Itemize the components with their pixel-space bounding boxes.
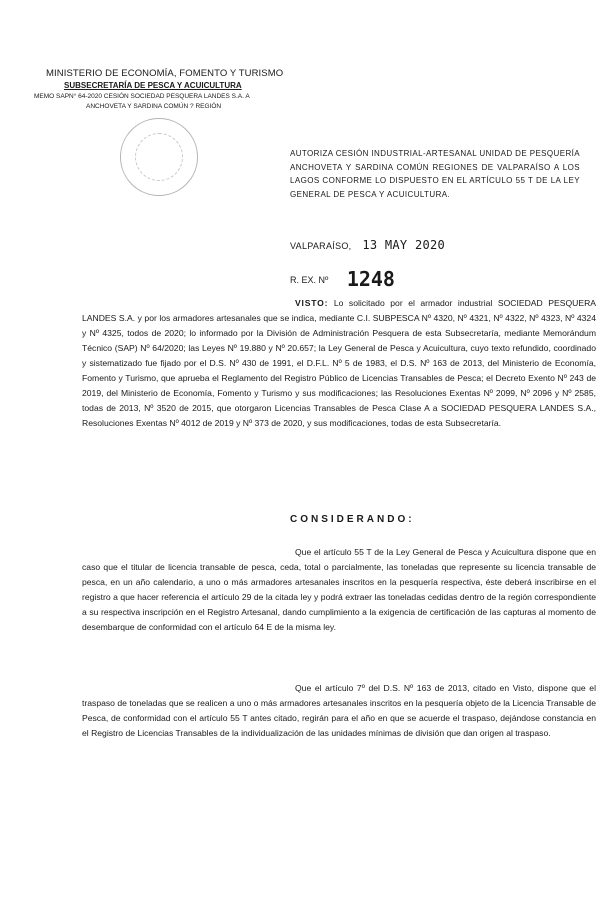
visto-text: Lo solicitado por el armador industrial SOCIEDAD PESQUERA LANDES S.A. y por los armadores artesanales que se indica, mediante C.I. SUBPESCA Nº 4320, Nº 4321, Nº 4322, Nº 4323, Nº 4324 y Nº 4325, todos de 2020; lo informado por la División de Administración Pesquera de esta Subsecretaría, mediante Memorándum Técnico (SAP) Nº 64/2020; las Leyes Nº 19.880 y Nº 20.657; la Ley General de Pesca y Acuicultura, cuyo texto refundido, coordinado y sistematizado fue fijado por el D.S. Nº 430 de 1991, el D.F.L. Nº 5 de 1983, el D.S. Nº 163 de 2013, del Ministerio de Economía, Fomento y Turismo, que aprueba el Reglamento del Registro Público de Licencias Transables de Pesca; el Decreto Exento Nº 243 de 2019, del Ministerio de Economía, Fomento y Turismo y sus modificaciones; las Resoluciones Exentas Nº 2099, Nº 2096 y Nº 2585, todas de 2013, Nº 3520 de 2015, que otorgaron Licencias Transables de Pesca Clase A a SOCIEDAD PESQUERA LANDES S.A., Resoluciones Exentas Nº 4012 de 2019 y Nº 373 de 2020, y sus modificaciones, todas de esta Subsecretaría.	[82, 298, 597, 428]
ministry-name: MINISTERIO DE ECONOMÍA, FOMENTO Y TURISMO	[46, 68, 284, 79]
subsecretaria-name: SUBSECRETARÍA DE PESCA Y ACUICULTURA	[64, 81, 242, 90]
resolution-number	[290, 264, 395, 291]
considerando-paragraph-2: Que el artículo 7º del D.S. Nº 163 de 2013, citado en Visto, dispone que el traspaso de toneladas que se realicen a uno o más armadores artesanales inscritos en la pesquería objeto de la Licencia Transable de Pesca, de conformidad con el artículo 55 T antes citado, regirán para el año en que se acuerde el traspaso, dejándose constancia en el Registro de Licencias Transables de la individualización de las unidades mínimas de división que dan origen al traspaso.	[82, 683, 596, 738]
considerando-heading: CONSIDERANDO:	[290, 514, 415, 525]
resolution-date-stamp: 13 MAY 2020	[362, 238, 446, 252]
visto-paragraph	[82, 296, 596, 431]
place-and-date	[290, 238, 445, 252]
seal-inner-ring	[135, 133, 183, 181]
rex-label: R. EX. Nº	[290, 275, 329, 285]
considerando-paragraph-1: Que el artículo 55 T de la Ley General de Pesca y Acuicultura dispone que en caso que el titular de licencia transable de pesca, ceda, total o parcialmente, las toneladas que represente su licencia transable de pesca, en un año calendario, a uno o más armadores artesanales inscritos en la pesquería respectiva, éste deberá inscribirse en el registro a que hacer referencia el artículo 29 de la citada ley y podrá extraer las toneladas cedidas dentro de la región correspondiente a su respectiva inscripción en el Registro Artesanal, dando cumplimiento a la exigencia de certificación de las capturas al momento de desembarque de conformidad con el artículo 64 E de la misma ley.	[82, 547, 596, 632]
place-label: VALPARAÍSO,	[290, 241, 352, 251]
species-reference: ANCHOVETA Y SARDINA COMÚN ? REGIÓN	[86, 103, 222, 110]
rex-number-stamp: 1248	[346, 267, 395, 291]
official-seal-stamp	[120, 118, 198, 196]
letterhead	[28, 68, 328, 112]
memo-reference: MEMO SAPN° 64-2020 CESIÓN SOCIEDAD PESQUERA LANDES S.A. A	[34, 93, 250, 100]
resolution-title: AUTORIZA CESIÓN INDUSTRIAL-ARTESANAL UNIDAD DE PESQUERÍA ANCHOVETA Y SARDINA COMÚN REGIONES DE VALPARAÍSO A LOS LAGOS CONFORME LO DISPUESTO EN EL ARTÍCULO 55 T DE LA LEY GENERAL DE PESCA Y ACUICULTURA.	[290, 149, 580, 199]
visto-lead: VISTO:	[295, 298, 329, 308]
